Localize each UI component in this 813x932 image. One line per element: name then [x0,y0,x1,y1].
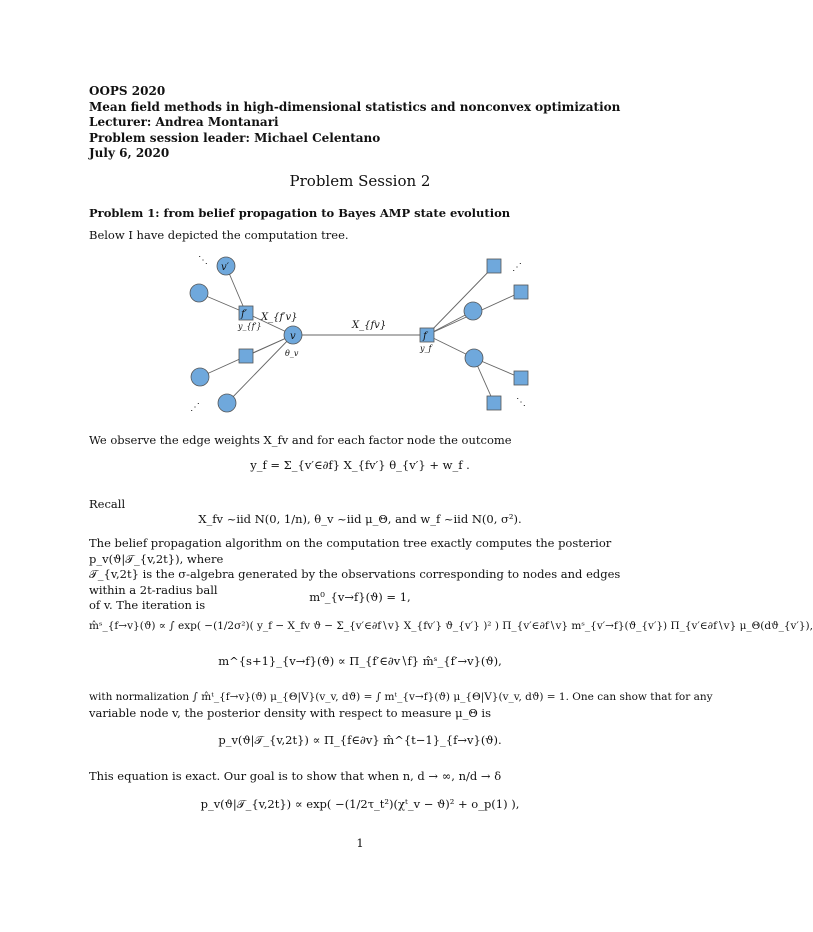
label-vprime: v′ [221,262,229,273]
factor-node [514,371,528,385]
exact-text: This equation is exact. Our goal is to show that when n, d → ∞, n/d → δ [89,769,502,783]
course-title: Mean field methods in high-dimensional statistics and nonconvex optimization [89,99,621,114]
equation-ms1: m^{s+1}_{v→f}(ϑ) ∝ Π_{f′∈∂v∖f} m̂ˢ_{f′→v}(ϑ), [218,654,502,668]
variable-node [191,368,209,386]
label-yf: y_f [420,344,432,353]
edge [227,335,293,403]
bp-line: of v. The iteration is [89,598,206,612]
equation-m0: m⁰_{v→f}(ϑ) = 1, [309,590,411,604]
equation-mhat: m̂ˢ_{f→v}(ϑ) ∝ ∫ exp( −(1/2σ²)( y_f − X_fv ϑ − Σ_{v′∈∂f∖v} X_{fv′} ϑ_{v′} )² ) Π_{v′∈∂f∖v} mˢ_{v′→f}(ϑ_{v′}) Π_{v′∈∂f∖v} μ_Θ(dϑ_{v′}), [89,620,813,632]
equation-yf: y_f = Σ_{v′∈∂f} X_{fv′} θ_{v′} + w_f . [250,458,470,472]
variable-node [190,284,208,302]
factor-node [487,259,501,273]
label-xfv: X_{fv} [352,320,387,331]
intro-text: Below I have depicted the computation tree. [89,228,349,242]
equation-goal: p_v(ϑ|𝒯_{v,2t}) ∝ exp( −(1/2τ_t²)(χᵗ_v − ϑ)² + o_p(1) ), [200,797,520,811]
label-yfprime: y_{f′} [238,322,262,331]
edge [427,266,494,335]
equation-posterior: p_v(ϑ|𝒯_{v,2t}) ∝ Π_{f∈∂v} m̂^{t−1}_{f→v}(ϑ). [218,733,502,747]
ellipsis-mark: ⋱ [516,397,526,408]
factor-node [239,349,253,363]
factor-node [514,285,528,299]
bp-line: 𝒯_{v,2t} is the σ-algebra generated by the observations corresponding to nodes and edges within a 2t-radius ball [89,567,621,597]
ellipsis-mark: ⋱ [198,255,208,266]
norm-line: with normalization ∫ m̂ᵗ_{f→v}(ϑ) μ_{Θ|V}(v_v, dϑ) = ∫ mᵗ_{v→f}(ϑ) μ_{Θ|V}(v_v, dϑ) = 1. One can show that for any [89,691,713,703]
variable-node [464,302,482,320]
page-number: 1 [356,836,364,850]
factor-node [487,396,501,410]
ellipsis-mark: ⋰ [190,402,200,413]
label-fprime: f′ [241,309,247,320]
course-header [89,84,620,162]
course-name: OOPS 2020 [89,84,166,98]
page-title: Problem Session 2 [289,172,431,190]
label-f: f [423,331,427,342]
variable-node [218,394,236,412]
equation-recall: X_fv ~iid N(0, 1/n), θ_v ~iid μ_Θ, and w_f ~iid N(0, σ²). [198,512,522,526]
date: July 6, 2020 [89,146,170,160]
norm-line: variable node v, the posterior density with respect to measure μ_Θ is [89,705,491,720]
computation-tree-diagram [180,250,540,420]
lecturer: Lecturer: Andrea Montanari [89,115,279,129]
observe-text: We observe the edge weights X_fv and for each factor node the outcome [89,433,512,447]
variable-node [465,349,483,367]
session-leader: Problem session leader: Michael Celentano [89,130,381,145]
label-v: v [290,331,296,342]
recall-text: Recall [89,497,126,511]
label-xfprimev: X_{f′v} [261,312,298,323]
normalization-paragraph [89,690,713,721]
label-thetav: θ_v [285,349,299,358]
bp-line: The belief propagation algorithm on the computation tree exactly computes the posterior p_v(ϑ|𝒯_{v,2t}), where [89,536,612,566]
ellipsis-mark: ⋰ [512,262,522,273]
problem-heading: Problem 1: from belief propagation to Bayes AMP state evolution [89,206,511,220]
